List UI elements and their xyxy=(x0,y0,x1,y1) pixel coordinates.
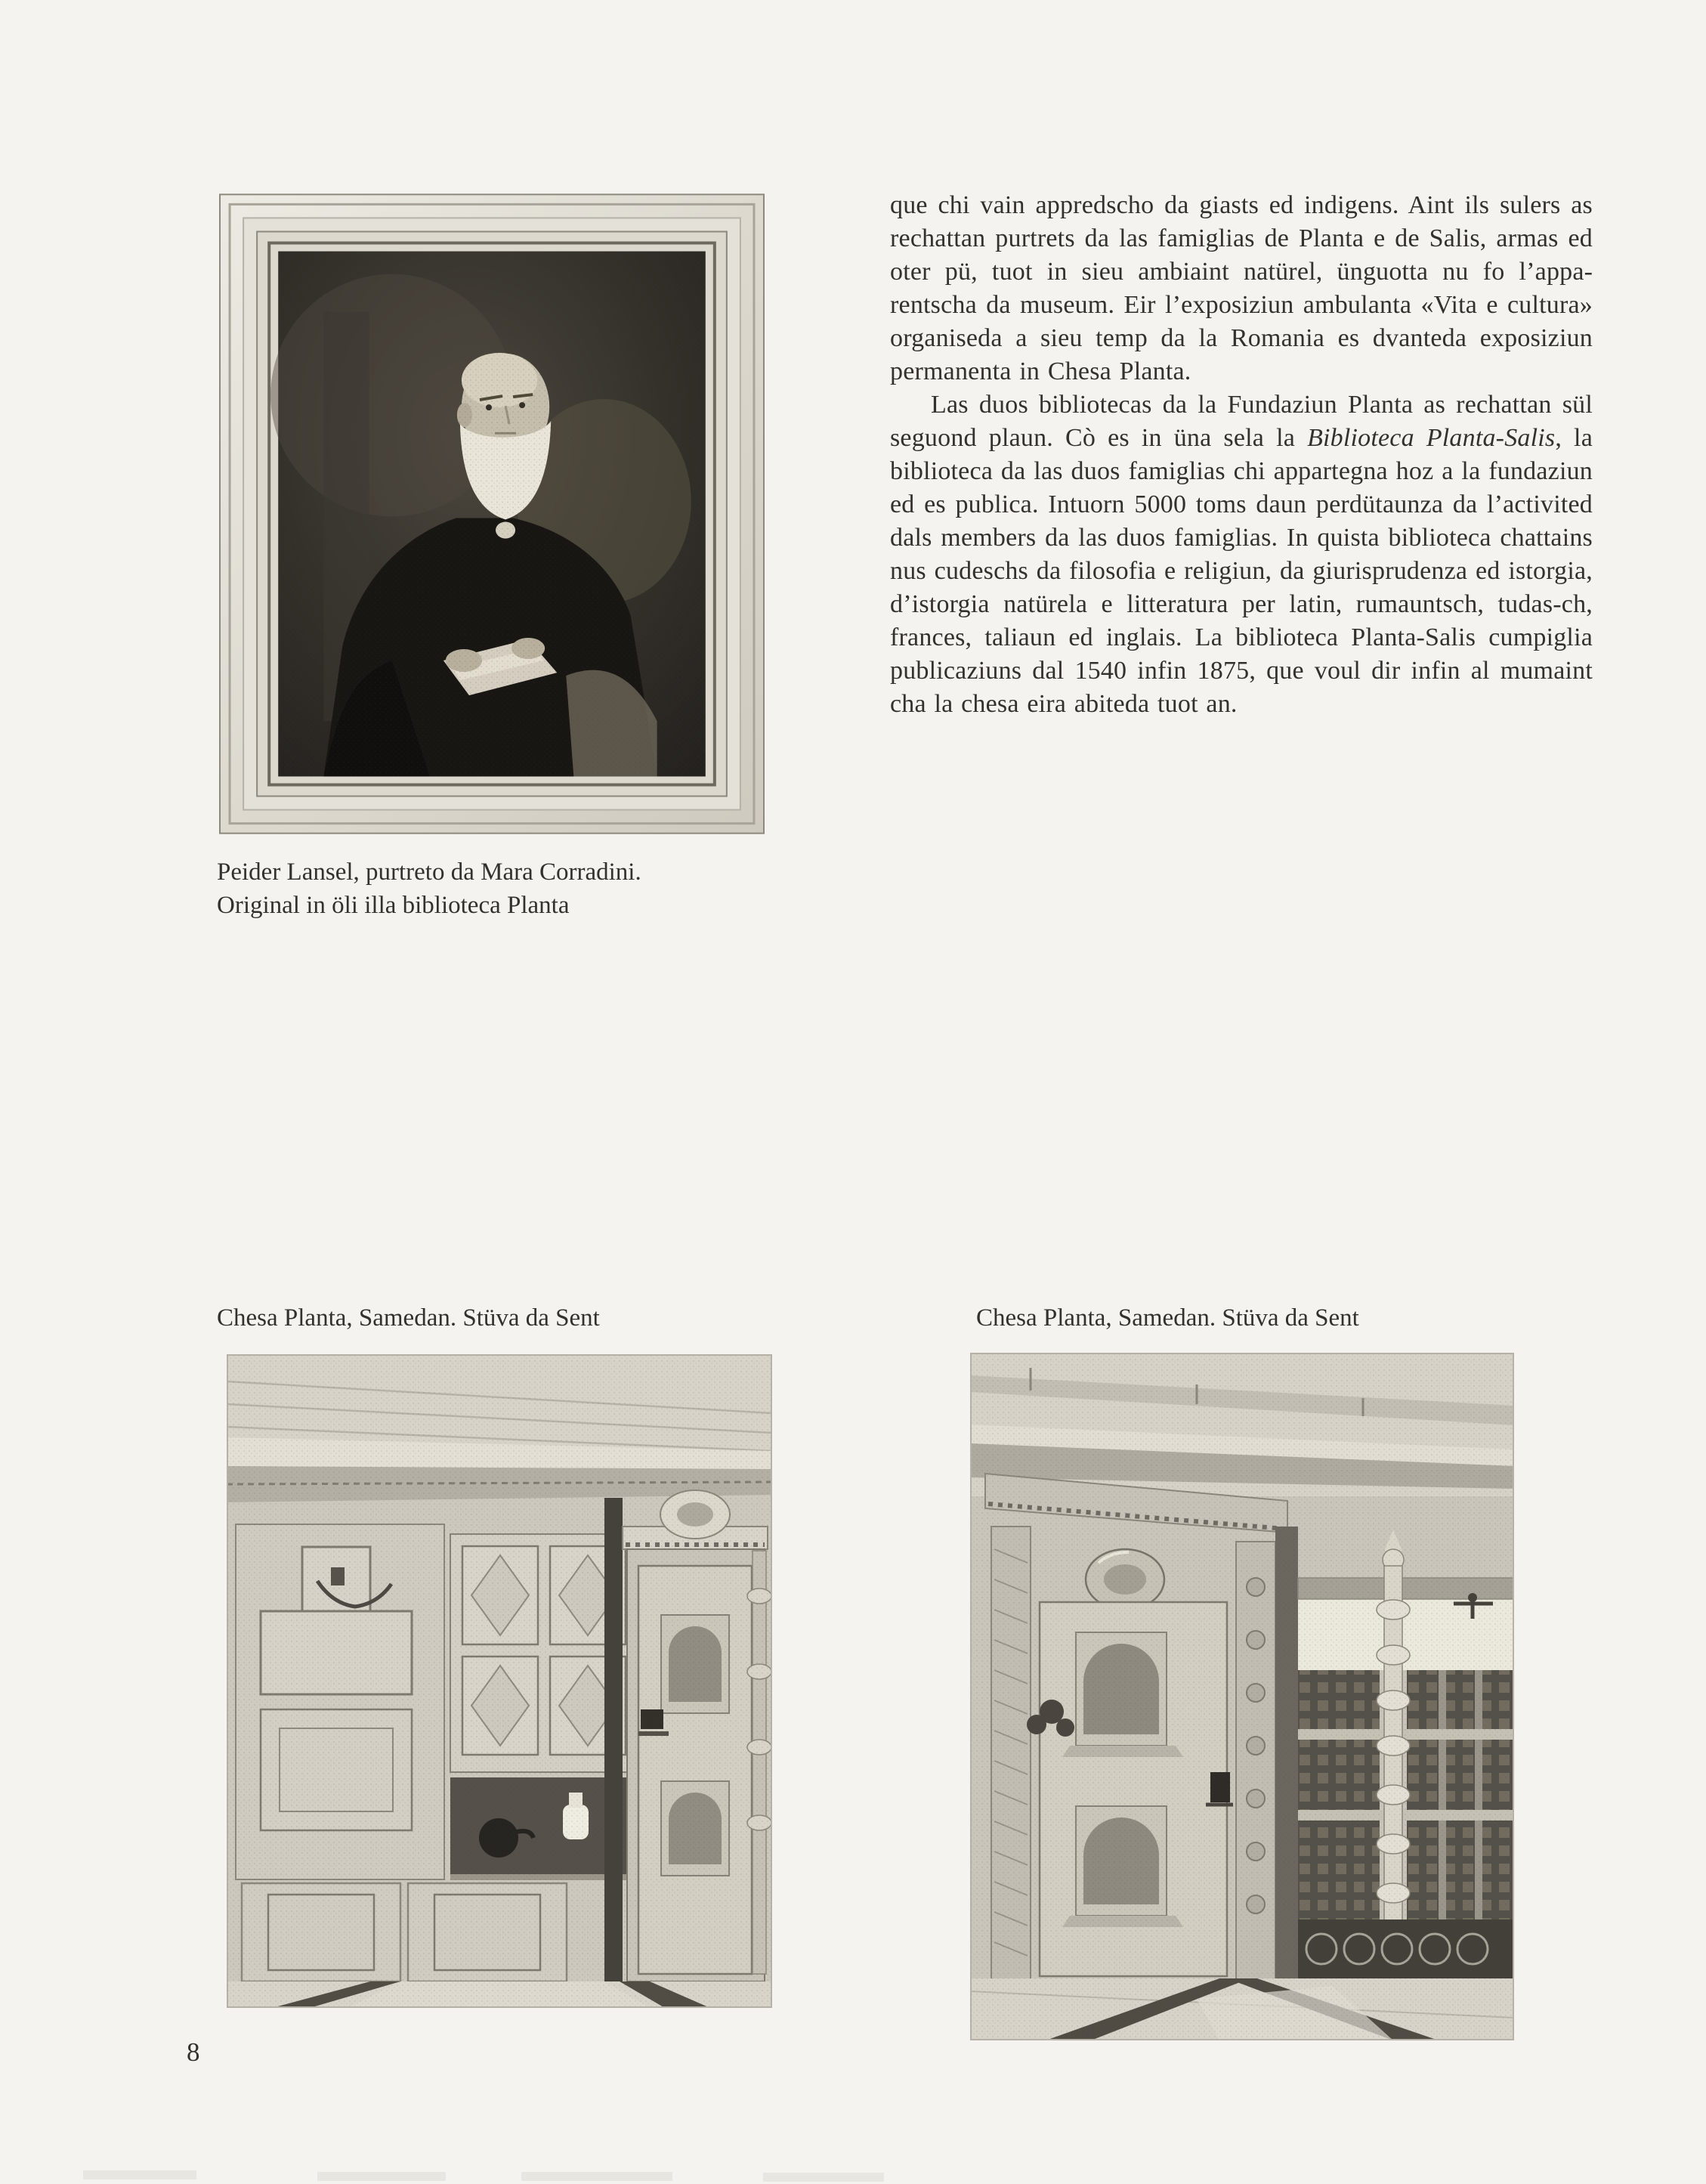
page-number: 8 xyxy=(187,2037,200,2067)
left-photo-caption: Chesa Planta, Samedan. Stüva da Sent xyxy=(217,1304,600,1332)
scan-artifact xyxy=(763,2173,884,2182)
right-photo-caption: Chesa Planta, Samedan. Stüva da Sent xyxy=(976,1304,1359,1332)
paragraph-2-post: , la biblioteca da las duos famiglias chi appartegna hoz a la fundaziun ed es publica. Intuorn 5000 toms daun perdütaunza da l’activited dals members da las duos famiglias. In quista biblioteca chattains nus cudeschs da filosofia e religiun, da giurisprudenza ed istorgia, d’istorgia natürela e litteratura per latin, rumauntsch, tudas-ch, frances, taliaun ed inglais. La biblioteca Planta-Salis cumpiglia publicaziuns dal 1540 infin 1875, que voul dir infin al mumaint cha la chesa eira abiteda tuot an. xyxy=(890,424,1593,718)
scan-artifact xyxy=(317,2172,446,2181)
interior-photo-right xyxy=(970,1353,1514,2040)
paragraph-2-italic-title: Biblioteca Planta-Salis xyxy=(1307,424,1556,452)
portrait-photo xyxy=(219,193,765,834)
paragraph-1: que chi vain appredscho da giasts ed indigens. Aint ils sulers as rechattan purtrets da las famiglias de Planta e de Salis, armas ed oter pü, tuot in sieu ambiaint natürel, ünguotta nu fo l’apparentscha da museum. Eir l’exposiziun ambulanta «Vita e cultura» organiseda a sieu temp da la Romania es dvanteda exposiziun permanenta in Chesa Planta. xyxy=(890,191,1593,385)
body-text-column xyxy=(890,189,1593,721)
portrait-caption-line1: Peider Lansel, purtreto da Mara Corradini. xyxy=(217,858,641,886)
interior-photo-left xyxy=(227,1354,772,2008)
paragraph-2 xyxy=(890,388,1593,721)
portrait-caption-line2: Original in öli illa biblioteca Planta xyxy=(217,892,570,919)
paragraph-2-pre: Las duos bibliotecas da la Fundaziun Planta as rechattan sül seguond plaun. Cò es in üna sela la xyxy=(890,391,1593,452)
interior-right-illustration xyxy=(970,1353,1514,2040)
portrait-caption xyxy=(217,855,867,922)
portrait-illustration xyxy=(219,193,765,834)
scan-artifact xyxy=(83,2170,196,2179)
interior-left-illustration xyxy=(227,1354,772,2008)
scan-artifact xyxy=(521,2172,672,2181)
painting xyxy=(270,252,706,777)
